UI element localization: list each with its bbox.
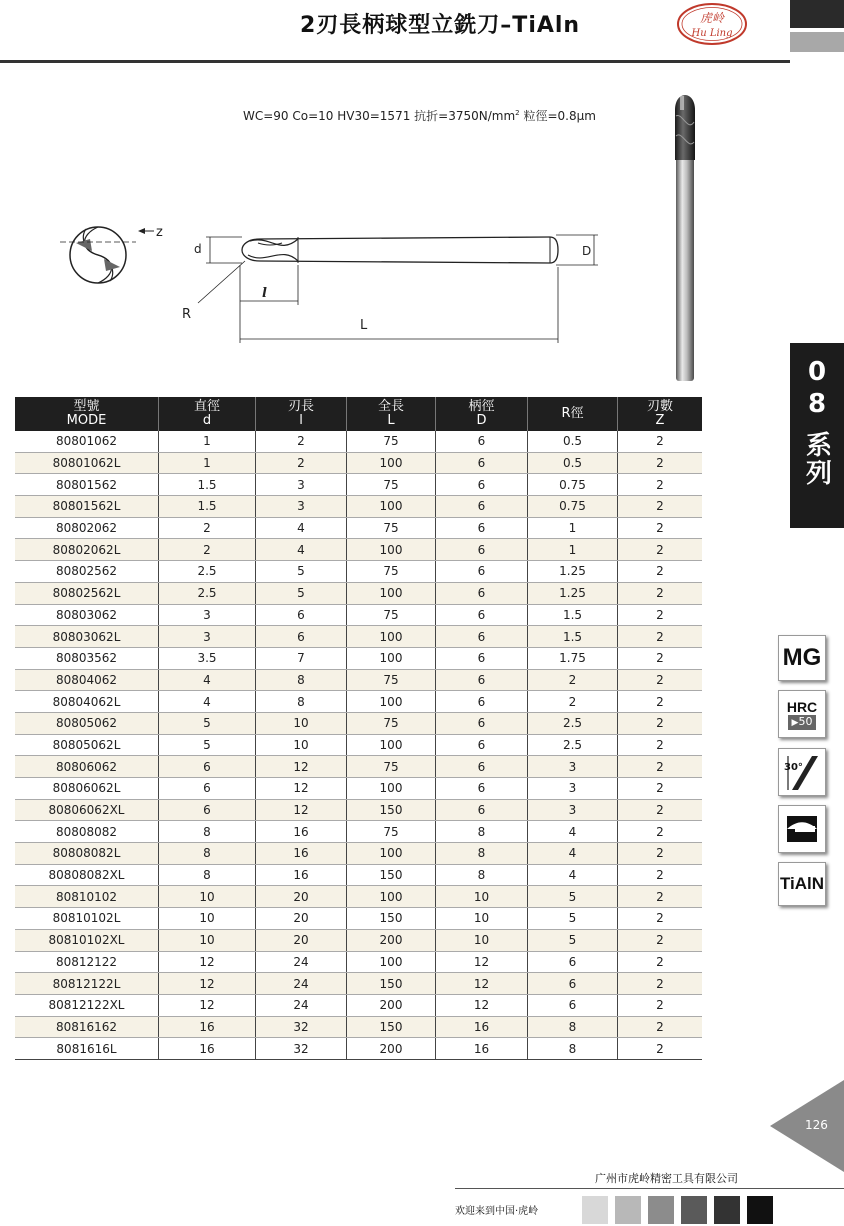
cell-flutes: 2 (618, 864, 703, 886)
end-view-drawing (60, 227, 136, 283)
cell-shank-diameter: 10 (436, 908, 528, 930)
cell-flutes: 2 (618, 734, 703, 756)
cell-flute-length: 5 (256, 561, 347, 583)
cell-flute-length: 32 (256, 1038, 347, 1060)
cell-overall-length: 100 (347, 734, 436, 756)
brand-logo (676, 2, 748, 46)
cell-shank-diameter: 6 (436, 626, 528, 648)
cell-shank-diameter: 6 (436, 561, 528, 583)
footer-swatch (747, 1196, 773, 1224)
cell-model: 80802562L (15, 582, 159, 604)
cell-model: 80808082L (15, 843, 159, 865)
cell-radius: 3 (528, 756, 618, 778)
cell-radius: 4 (528, 843, 618, 865)
cell-flutes: 2 (618, 799, 703, 821)
cell-shank-diameter: 10 (436, 929, 528, 951)
svg-text:R: R (182, 307, 192, 322)
cell-radius: 4 (528, 821, 618, 843)
cell-flutes: 2 (618, 843, 703, 865)
table-row (15, 951, 702, 973)
cell-flute-length: 12 (256, 778, 347, 800)
cell-model: 80801062 (15, 431, 159, 452)
footer-swatch (648, 1196, 674, 1224)
table-row (15, 756, 702, 778)
cell-model: 80810102L (15, 908, 159, 930)
table-row (15, 734, 702, 756)
cell-model: 80808082XL (15, 864, 159, 886)
table-row (15, 712, 702, 734)
cell-flute-length: 16 (256, 864, 347, 886)
cell-flute-length: 7 (256, 647, 347, 669)
page-title: 2刃長柄球型立銑刀–TiAln (300, 13, 581, 38)
cell-flutes: 2 (618, 561, 703, 583)
cell-flutes: 2 (618, 626, 703, 648)
svg-text:z: z (156, 225, 163, 240)
cell-radius: 1.75 (528, 647, 618, 669)
cell-model: 80803062 (15, 604, 159, 626)
cell-shank-diameter: 6 (436, 647, 528, 669)
cell-radius: 0.5 (528, 452, 618, 474)
svg-text:L: L (360, 318, 368, 333)
cell-radius: 5 (528, 908, 618, 930)
svg-text:30°: 30° (784, 762, 803, 773)
z-axis-arrow (138, 225, 163, 240)
cell-flute-length: 8 (256, 669, 347, 691)
cell-radius: 1 (528, 517, 618, 539)
cell-flute-length: 4 (256, 539, 347, 561)
cell-shank-diameter: 8 (436, 843, 528, 865)
tialn-coating-icon: TiAlN (778, 862, 826, 906)
cell-model: 80802062L (15, 539, 159, 561)
cell-model: 80803562 (15, 647, 159, 669)
cell-radius: 1.5 (528, 626, 618, 648)
cell-overall-length: 75 (347, 669, 436, 691)
cell-shank-diameter: 6 (436, 691, 528, 713)
cell-diameter: 1.5 (159, 496, 256, 518)
cell-flutes: 2 (618, 539, 703, 561)
table-row (15, 669, 702, 691)
col-header-radius: R徑 (528, 397, 618, 431)
cell-shank-diameter: 6 (436, 734, 528, 756)
table-row (15, 908, 702, 930)
cell-flute-length: 10 (256, 734, 347, 756)
material-spec: WC=90 Co=10 HV30=1571 抗折$=3750N/mm^2$ 粒徑=0.8μm (243, 109, 596, 123)
cell-diameter: 6 (159, 778, 256, 800)
cell-shank-diameter: 12 (436, 951, 528, 973)
cell-radius: 5 (528, 929, 618, 951)
cell-flutes: 2 (618, 604, 703, 626)
cell-radius: 0.75 (528, 496, 618, 518)
cell-diameter: 6 (159, 799, 256, 821)
page-number: 126 (805, 1118, 828, 1132)
cell-shank-diameter: 6 (436, 799, 528, 821)
footer-swatch (582, 1196, 608, 1224)
cell-diameter: 4 (159, 669, 256, 691)
footer-swatch (615, 1196, 641, 1224)
cell-flutes: 2 (618, 908, 703, 930)
table-row (15, 1016, 702, 1038)
cell-shank-diameter: 12 (436, 994, 528, 1016)
col-header-flute-length: 刃長 l (256, 397, 347, 431)
d-dimension (194, 237, 242, 263)
cell-overall-length: 75 (347, 604, 436, 626)
two-flute-icon (778, 805, 826, 853)
welcome-text: 欢迎来到中国·虎岭 (455, 1206, 539, 1217)
cell-model: 80805062 (15, 712, 159, 734)
cell-shank-diameter: 16 (436, 1038, 528, 1060)
cell-radius: 3 (528, 778, 618, 800)
cell-flutes: 2 (618, 474, 703, 496)
header-swatch-dark (790, 0, 844, 28)
R-dimension (182, 261, 245, 322)
cell-flutes: 2 (618, 821, 703, 843)
cell-flutes: 2 (618, 647, 703, 669)
table-row (15, 431, 702, 452)
cell-model: 80801562L (15, 496, 159, 518)
table-row (15, 799, 702, 821)
cell-shank-diameter: 6 (436, 539, 528, 561)
cell-flutes: 2 (618, 1016, 703, 1038)
D-dimension (556, 235, 598, 265)
header-rule (0, 60, 790, 63)
cell-flutes: 2 (618, 756, 703, 778)
cell-flute-length: 5 (256, 582, 347, 604)
hrc-hardness-icon: HRC ▶50 (778, 690, 826, 738)
cell-diameter: 1.5 (159, 474, 256, 496)
cell-diameter: 8 (159, 821, 256, 843)
cell-diameter: 3.5 (159, 647, 256, 669)
cell-diameter: 2.5 (159, 561, 256, 583)
cell-radius: 8 (528, 1016, 618, 1038)
cell-overall-length: 150 (347, 799, 436, 821)
series-tab-char: 系 (801, 431, 832, 459)
cell-radius: 1.5 (528, 604, 618, 626)
series-tab (790, 343, 844, 528)
cell-overall-length: 100 (347, 843, 436, 865)
cell-shank-diameter: 10 (436, 886, 528, 908)
cell-flute-length: 32 (256, 1016, 347, 1038)
cell-flute-length: 4 (256, 517, 347, 539)
cell-diameter: 5 (159, 712, 256, 734)
cell-overall-length: 75 (347, 712, 436, 734)
cell-flutes: 2 (618, 712, 703, 734)
company-name: 广州市虎岭精密工具有限公司 (595, 1172, 738, 1185)
cell-shank-diameter: 6 (436, 712, 528, 734)
cell-model: 80804062L (15, 691, 159, 713)
table-row (15, 821, 702, 843)
cell-model: 80802562 (15, 561, 159, 583)
helix-angle-icon (778, 748, 826, 796)
cell-flute-length: 20 (256, 886, 347, 908)
cell-diameter: 6 (159, 756, 256, 778)
cell-model: 80801062L (15, 452, 159, 474)
header-swatch-gray (790, 32, 844, 52)
svg-text:Hu Ling: Hu Ling (691, 28, 733, 39)
L-dimension (240, 267, 558, 343)
cell-model: 80810102XL (15, 929, 159, 951)
col-header-overall-length: 全長 L (347, 397, 436, 431)
table-row (15, 994, 702, 1016)
cell-flute-length: 10 (256, 712, 347, 734)
cell-flutes: 2 (618, 973, 703, 995)
cell-radius: 2 (528, 691, 618, 713)
table-row (15, 973, 702, 995)
cell-flute-length: 24 (256, 973, 347, 995)
cell-radius: 2.5 (528, 712, 618, 734)
cell-model: 80806062L (15, 778, 159, 800)
cell-diameter: 8 (159, 864, 256, 886)
table-row (15, 582, 702, 604)
cell-flutes: 2 (618, 929, 703, 951)
cell-radius: 1 (528, 539, 618, 561)
cell-flutes: 2 (618, 452, 703, 474)
cell-flutes: 2 (618, 886, 703, 908)
tool-photo (668, 86, 702, 384)
cell-flutes: 2 (618, 994, 703, 1016)
cell-radius: 8 (528, 1038, 618, 1060)
cell-radius: 2 (528, 669, 618, 691)
cell-flute-length: 8 (256, 691, 347, 713)
cell-overall-length: 150 (347, 1016, 436, 1038)
col-header-flutes: 刃數 Z (618, 397, 703, 431)
table-row (15, 929, 702, 951)
table-row (15, 864, 702, 886)
table-row (15, 517, 702, 539)
series-tab-char: 8 (802, 389, 832, 421)
cell-overall-length: 100 (347, 886, 436, 908)
cell-flute-length: 2 (256, 431, 347, 452)
cell-shank-diameter: 6 (436, 452, 528, 474)
cell-model: 8081616L (15, 1038, 159, 1060)
cell-shank-diameter: 16 (436, 1016, 528, 1038)
cell-model: 80803062L (15, 626, 159, 648)
cell-model: 80808082 (15, 821, 159, 843)
mg-grade-icon: MG (778, 635, 826, 681)
cell-flute-length: 6 (256, 626, 347, 648)
cell-diameter: 16 (159, 1038, 256, 1060)
cell-diameter: 10 (159, 908, 256, 930)
series-tab-char: 0 (802, 357, 832, 389)
table-row (15, 496, 702, 518)
table-row (15, 539, 702, 561)
col-header-model: 型號 MODE (15, 397, 159, 431)
cell-shank-diameter: 8 (436, 864, 528, 886)
col-header-diameter: 直徑 d (159, 397, 256, 431)
cell-overall-length: 75 (347, 474, 436, 496)
cell-shank-diameter: 6 (436, 517, 528, 539)
cell-overall-length: 200 (347, 994, 436, 1016)
table-row (15, 561, 702, 583)
cell-radius: 5 (528, 886, 618, 908)
cell-overall-length: 100 (347, 778, 436, 800)
table-row (15, 647, 702, 669)
cell-overall-length: 100 (347, 626, 436, 648)
cell-flute-length: 16 (256, 843, 347, 865)
svg-text:虎岭: 虎岭 (699, 11, 725, 25)
cell-flutes: 2 (618, 431, 703, 452)
cell-flute-length: 16 (256, 821, 347, 843)
cell-diameter: 16 (159, 1016, 256, 1038)
cell-radius: 6 (528, 973, 618, 995)
cell-flute-length: 20 (256, 929, 347, 951)
cell-overall-length: 200 (347, 1038, 436, 1060)
cell-diameter: 4 (159, 691, 256, 713)
cell-flute-length: 12 (256, 799, 347, 821)
table-row (15, 452, 702, 474)
tool-dimension-drawing (50, 215, 610, 355)
table-row (15, 843, 702, 865)
series-tab-char: 列 (801, 459, 832, 487)
cell-overall-length: 100 (347, 951, 436, 973)
table-row (15, 778, 702, 800)
cell-diameter: 10 (159, 886, 256, 908)
cell-diameter: 1 (159, 452, 256, 474)
side-view-drawing (242, 237, 558, 263)
cell-flutes: 2 (618, 691, 703, 713)
cell-diameter: 10 (159, 929, 256, 951)
cell-radius: 4 (528, 864, 618, 886)
cell-overall-length: 75 (347, 561, 436, 583)
cell-radius: 0.75 (528, 474, 618, 496)
cell-flute-length: 3 (256, 474, 347, 496)
cell-model: 80816162 (15, 1016, 159, 1038)
cell-shank-diameter: 6 (436, 431, 528, 452)
cell-flute-length: 24 (256, 994, 347, 1016)
cell-model: 80812122 (15, 951, 159, 973)
svg-text:l: l (262, 286, 267, 301)
table-header-row (15, 397, 702, 431)
cell-model: 80804062 (15, 669, 159, 691)
cell-radius: 3 (528, 799, 618, 821)
cell-shank-diameter: 6 (436, 582, 528, 604)
cell-radius: 1.25 (528, 582, 618, 604)
footer-swatch (714, 1196, 740, 1224)
cell-flute-length: 24 (256, 951, 347, 973)
cell-overall-length: 150 (347, 864, 436, 886)
cell-shank-diameter: 12 (436, 973, 528, 995)
table-row (15, 886, 702, 908)
cell-overall-length: 100 (347, 452, 436, 474)
cell-flutes: 2 (618, 951, 703, 973)
cell-flute-length: 20 (256, 908, 347, 930)
cell-flutes: 2 (618, 496, 703, 518)
cell-diameter: 3 (159, 626, 256, 648)
table-row (15, 1038, 702, 1060)
cell-diameter: 5 (159, 734, 256, 756)
cell-radius: 1.25 (528, 561, 618, 583)
cell-model: 80806062 (15, 756, 159, 778)
cell-model: 80801562 (15, 474, 159, 496)
spec-table (15, 397, 702, 1060)
cell-diameter: 3 (159, 604, 256, 626)
table-row (15, 604, 702, 626)
cell-model: 80805062L (15, 734, 159, 756)
cell-model: 80812122L (15, 973, 159, 995)
footer-rule (455, 1188, 844, 1189)
cell-radius: 6 (528, 994, 618, 1016)
cell-model: 80806062XL (15, 799, 159, 821)
table-row (15, 474, 702, 496)
cell-flutes: 2 (618, 582, 703, 604)
cell-overall-length: 75 (347, 756, 436, 778)
cell-shank-diameter: 8 (436, 821, 528, 843)
svg-text:D: D (582, 244, 592, 258)
table-row (15, 691, 702, 713)
cell-diameter: 2.5 (159, 582, 256, 604)
table-row (15, 626, 702, 648)
cell-flute-length: 2 (256, 452, 347, 474)
cell-diameter: 12 (159, 951, 256, 973)
cell-overall-length: 100 (347, 647, 436, 669)
cell-overall-length: 100 (347, 691, 436, 713)
cell-overall-length: 100 (347, 496, 436, 518)
cell-diameter: 12 (159, 994, 256, 1016)
cell-diameter: 8 (159, 843, 256, 865)
cell-shank-diameter: 6 (436, 474, 528, 496)
cell-flutes: 2 (618, 669, 703, 691)
cell-flute-length: 12 (256, 756, 347, 778)
cell-radius: 0.5 (528, 431, 618, 452)
cell-overall-length: 100 (347, 582, 436, 604)
cell-flute-length: 6 (256, 604, 347, 626)
cell-flutes: 2 (618, 778, 703, 800)
cell-model: 80812122XL (15, 994, 159, 1016)
svg-text:d: d (194, 242, 202, 256)
l-dimension (240, 265, 298, 305)
cell-flutes: 2 (618, 517, 703, 539)
cell-shank-diameter: 6 (436, 604, 528, 626)
cell-overall-length: 150 (347, 908, 436, 930)
cell-shank-diameter: 6 (436, 496, 528, 518)
cell-model: 80802062 (15, 517, 159, 539)
cell-overall-length: 100 (347, 539, 436, 561)
cell-flute-length: 3 (256, 496, 347, 518)
cell-shank-diameter: 6 (436, 778, 528, 800)
cell-overall-length: 150 (347, 973, 436, 995)
cell-diameter: 2 (159, 539, 256, 561)
cell-radius: 6 (528, 951, 618, 973)
cell-radius: 2.5 (528, 734, 618, 756)
cell-diameter: 12 (159, 973, 256, 995)
cell-overall-length: 75 (347, 821, 436, 843)
cell-model: 80810102 (15, 886, 159, 908)
cell-shank-diameter: 6 (436, 669, 528, 691)
footer-swatch (681, 1196, 707, 1224)
cell-overall-length: 75 (347, 517, 436, 539)
cell-shank-diameter: 6 (436, 756, 528, 778)
cell-overall-length: 75 (347, 431, 436, 452)
cell-overall-length: 200 (347, 929, 436, 951)
cell-diameter: 1 (159, 431, 256, 452)
cell-flutes: 2 (618, 1038, 703, 1060)
col-header-shank-diameter: 柄徑 D (436, 397, 528, 431)
cell-diameter: 2 (159, 517, 256, 539)
